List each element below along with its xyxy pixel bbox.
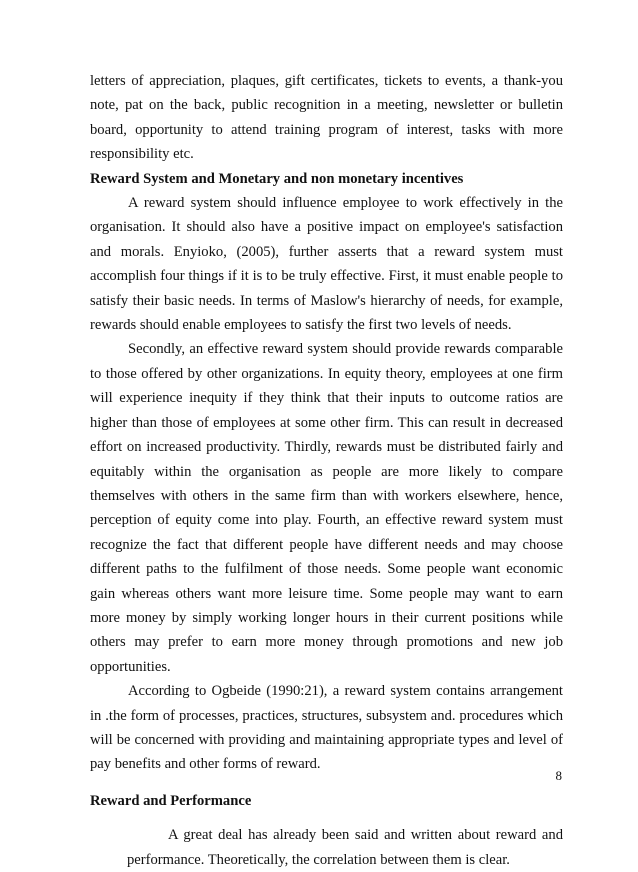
opening-paragraph: letters of appreciation, plaques, gift certificates, tickets to events, a thank-you note, pat on the back, public recognition in a meeting, newsletter or bulletin board, opportunity to attend training program of interest, tasks with more responsibility etc. [90,73,563,163]
body-text [90,69,563,872]
paragraph-reward-system-1: A reward system should influence employee to work effectively in the organisation. It should also have a positive impact on employee's satisfaction and morals. Enyioko, (2005), further asserts that a reward system must accomplish four things if it is to be truly effective. First, it must enable people to satisfy their basic needs. In terms of Maslow's hierarchy of needs, for example, rewards should enable employees to satisfy the first two levels of needs. [90,195,563,334]
paragraph-reward-system-2: Secondly, an effective reward system should provide rewards comparable to those offered by other organizations. In equity theory, employees at one firm will experience inequity if they think that their inputs to outcome ratios are higher than those of employees at some other firm. This can result in decreased effort on increased productivity. Thirdly, rewards must be distributed fairly and equitably within the organisation as people are more likely to compare themselves with others in the same firm than with workers elsewhere, hence, perception of equity come into play. Fourth, an effective reward system must recognize the fact that different people have different needs and may choose different paths to the fulfilment of those needs. Some people want economic gain whereas others want more leisure time. Some people may want to earn more money by simply working longer hours in their current positions while others may prefer to earn more money through promotions and new job opportunities. [90,341,563,675]
section-heading-reward-system: Reward System and Monetary and non monetary incentives [90,170,464,187]
paragraph-reward-system-3: According to Ogbeide (1990:21), a reward system contains arrangement in .the form of processes, practices, structures, subsystem and. procedures which will be concerned with providing and maintaining appropriate types and level of pay benefits and other forms of reward. [90,683,563,773]
page-number: 8 [555,768,562,783]
section-heading-reward-performance: Reward and Performance [90,792,252,809]
paragraph-reward-performance: A great deal has already been said and written about reward and performance. Theoretically, the correlation between them is clear. [127,827,563,868]
